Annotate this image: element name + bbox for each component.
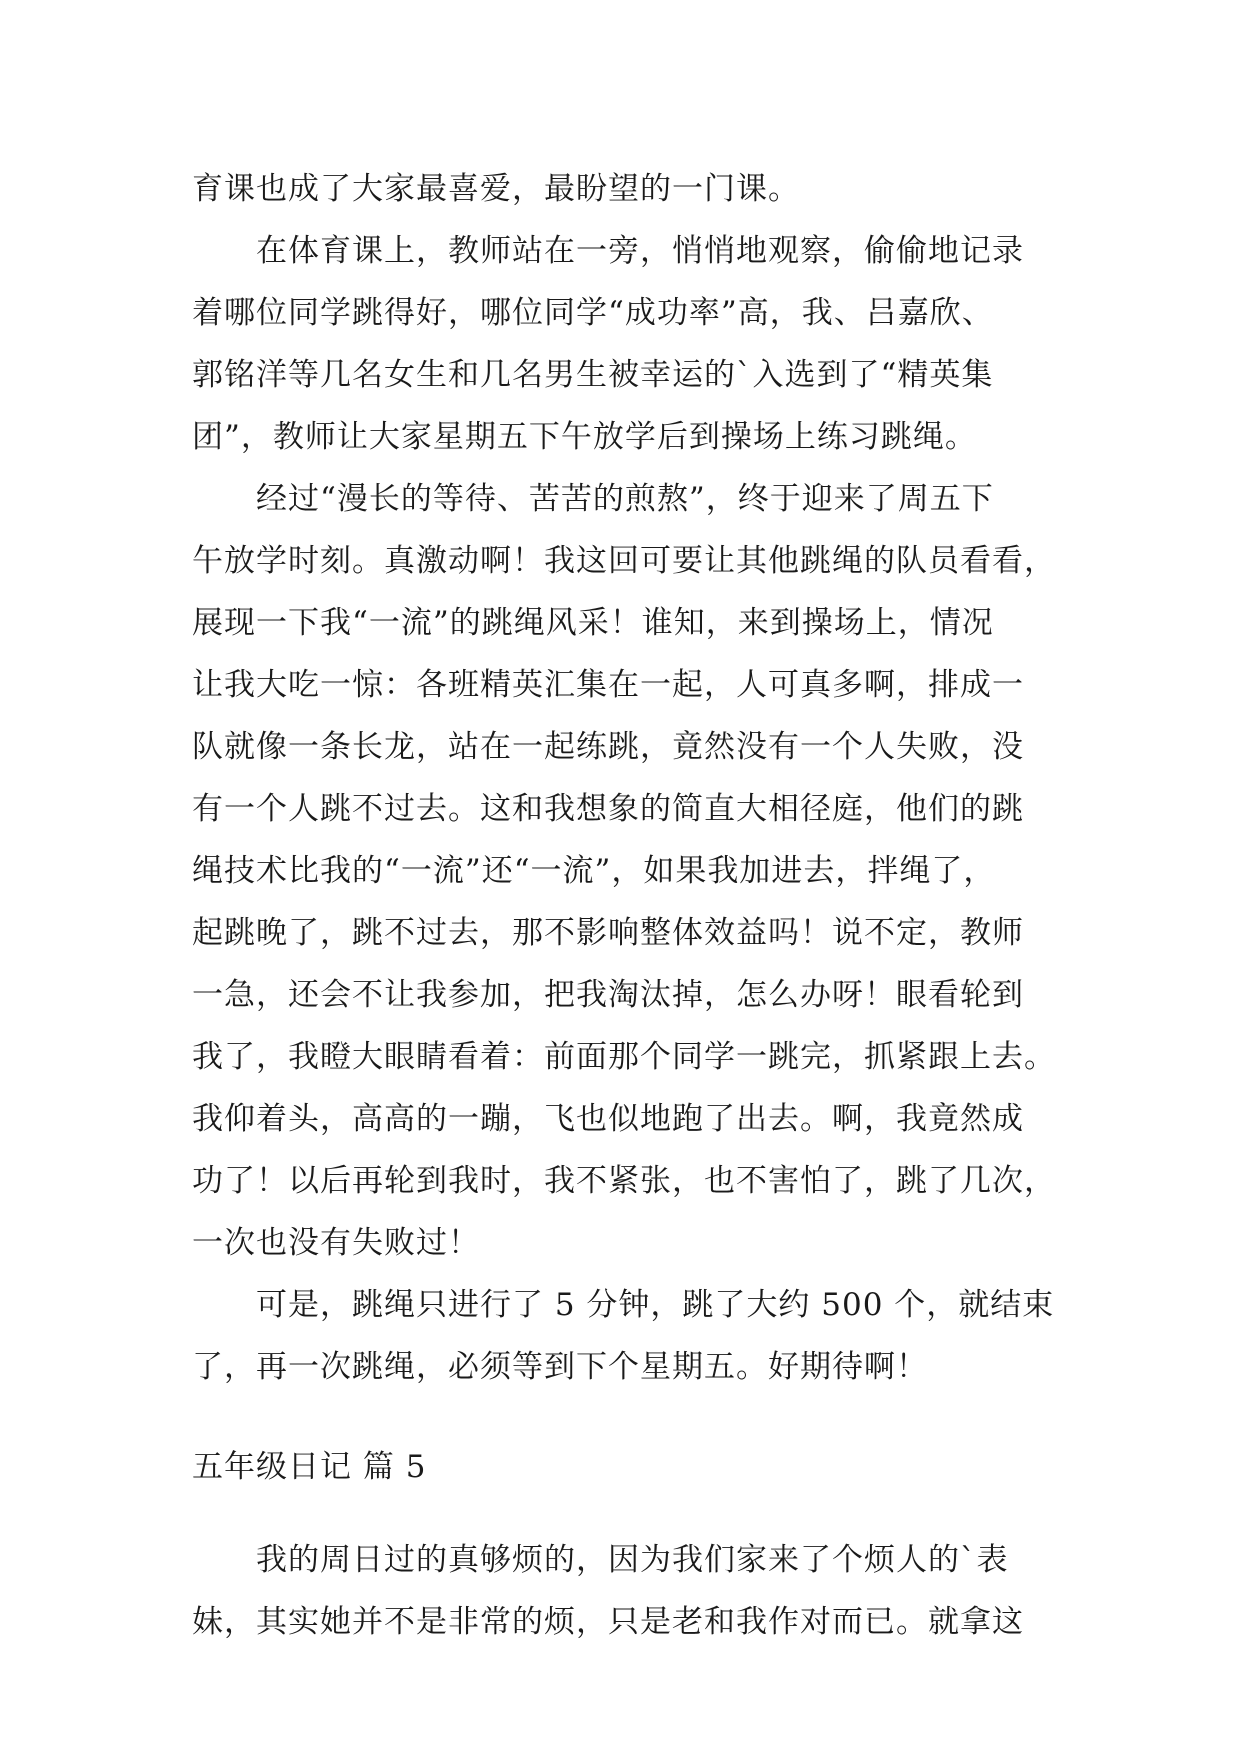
- text-line: 妹，其实她并不是非常的烦，只是老和我作对而已。就拿这: [192, 1604, 1024, 1640]
- text-line: 可是，跳绳只进行了 5 分钟，跳了大约 500 个，就结束: [256, 1287, 1055, 1323]
- text-line: 功了！以后再轮到我时，我不紧张，也不害怕了，跳了几次，: [192, 1163, 1056, 1199]
- text-line: 我了，我瞪大眼睛看着：前面那个同学一跳完，抓紧跟上去。: [192, 1039, 1056, 1075]
- text-line: 着哪位同学跳得好，哪位同学“成功率”高，我、吕嘉欣、: [192, 295, 994, 331]
- text-line: 我仰着头，高高的一蹦，飞也似地跑了出去。啊，我竟然成: [192, 1101, 1024, 1137]
- document-body: [192, 158, 1056, 1653]
- text-line: 我的周日过的真够烦的，因为我们家来了个烦人的`表: [256, 1542, 1009, 1578]
- text-line: 午放学时刻。真激动啊！我这回可要让其他跳绳的队员看看，: [192, 543, 1056, 579]
- text-line: 育课也成了大家最喜爱，最盼望的一门课。: [192, 171, 800, 207]
- text-line: 展现一下我“一流”的跳绳风采！谁知，来到操场上，情况: [192, 605, 994, 641]
- section-heading: 五年级日记 篇 5: [192, 1449, 427, 1485]
- text-line: 起跳晚了，跳不过去，那不影响整体效益吗！说不定，教师: [192, 915, 1024, 951]
- text-line: 队就像一条长龙，站在一起练跳，竟然没有一个人失败，没: [192, 729, 1024, 765]
- text-line: 团”，教师让大家星期五下午放学后到操场上练习跳绳。: [192, 419, 977, 455]
- text-line: 一急，还会不让我参加，把我淘汰掉，怎么办呀！眼看轮到: [192, 977, 1024, 1013]
- text-line: 绳技术比我的“一流”还“一流”，如果我加进去，拌绳了，: [192, 853, 996, 889]
- text-line: 有一个人跳不过去。这和我想象的简直大相径庭，他们的跳: [192, 791, 1024, 827]
- text-line: 了，再一次跳绳，必须等到下个星期五。好期待啊！: [192, 1349, 928, 1385]
- text-line: 让我大吃一惊：各班精英汇集在一起，人可真多啊，排成一: [192, 667, 1024, 703]
- text-line: 在体育课上，教师站在一旁，悄悄地观察，偷偷地记录: [256, 233, 1024, 269]
- text-line: 经过“漫长的等待、苦苦的煎熬”，终于迎来了周五下: [256, 481, 994, 517]
- text-line: 郭铭洋等几名女生和几名男生被幸运的`入选到了“精英集: [192, 357, 994, 393]
- text-line: 一次也没有失败过！: [192, 1225, 480, 1261]
